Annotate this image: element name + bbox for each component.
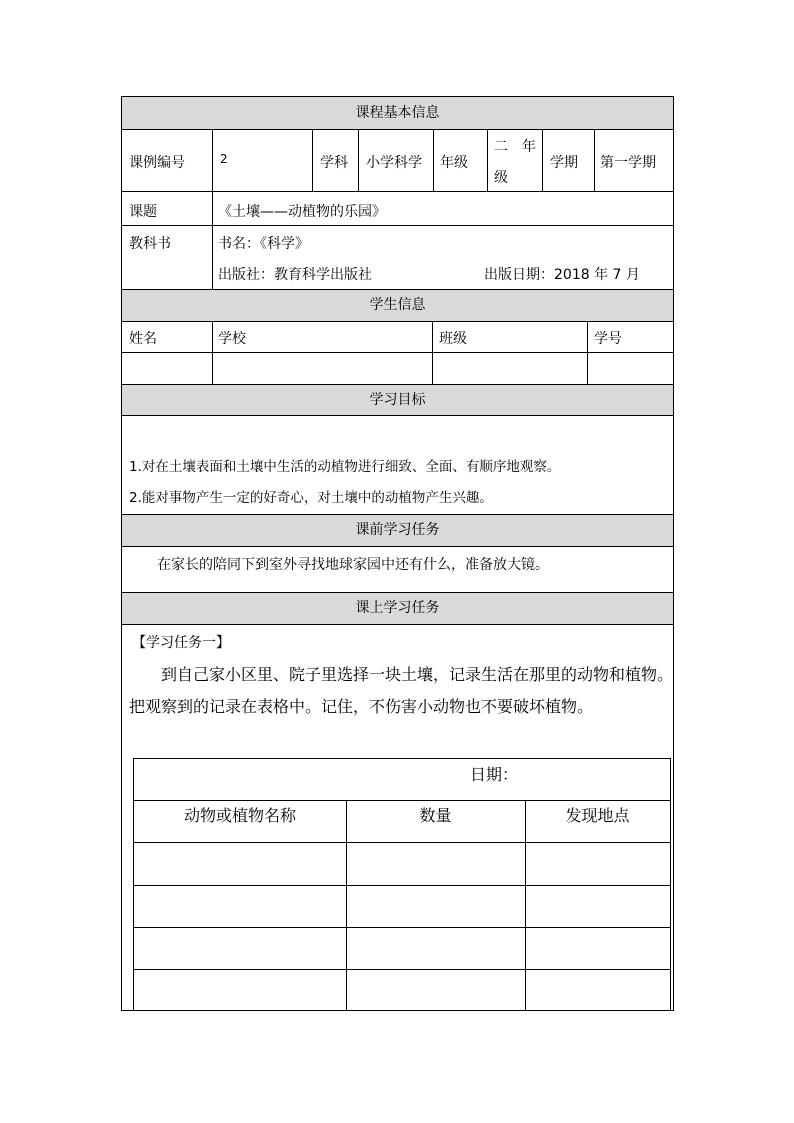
school-label: 学校	[218, 331, 246, 347]
objectives-header	[122, 385, 673, 415]
term-label: 学期	[550, 155, 578, 171]
lesson-worksheet-table	[121, 96, 674, 1011]
book-name: 书名：《科学》	[218, 236, 309, 252]
column-header-quantity: 数量	[419, 806, 452, 825]
table-row-divider	[134, 969, 670, 970]
publish-date: 出版日期：2018 年 7 月	[484, 267, 640, 283]
subject-label: 学科	[320, 155, 348, 171]
student-info-header-text: 学生信息	[369, 297, 426, 313]
grade-label: 年级	[440, 155, 468, 171]
in-class-header	[122, 593, 673, 624]
grade-value-line1: 二 年	[494, 139, 536, 155]
pre-class-header-text: 课前学习任务	[355, 522, 440, 538]
observation-record-table	[133, 758, 671, 1011]
in-class-header-text: 课上学习任务	[355, 600, 440, 616]
objectives-header-text: 学习目标	[369, 392, 426, 408]
pre-class-header	[122, 515, 673, 546]
table-row-divider	[134, 927, 670, 928]
pre-class-text: 在家长的陪同下到室外寻找地球家园中还有什么，准备放大镜。	[157, 557, 549, 573]
subject-value: 小学科学	[366, 155, 422, 171]
topic-value: 《土壤——动植物的乐园》	[218, 204, 386, 220]
student-id-label: 学号	[594, 331, 622, 347]
task-title: 【学习任务一】	[132, 635, 230, 651]
textbook-label: 教科书	[129, 236, 171, 252]
name-label: 姓名	[129, 331, 157, 347]
term-value: 第一学期	[600, 155, 656, 171]
table-row-divider	[134, 885, 670, 886]
table-row-divider	[134, 842, 670, 843]
column-header-location: 发现地点	[565, 806, 630, 825]
course-info-header	[122, 97, 673, 129]
date-label: 日期：	[470, 765, 519, 784]
class-label: 班级	[439, 331, 467, 347]
publisher: 出版社：教育科学出版社	[218, 267, 372, 283]
case-no-value: 2	[220, 152, 228, 166]
task-line-2: 把观察到的记录在表格中。记住，不伤害小动物也不要破坏植物。	[129, 697, 594, 716]
task-line-1: 到自己家小区里、院子里选择一块土壤，记录生活在那里的动物和植物。	[161, 665, 674, 684]
case-no-label: 课例编号	[129, 155, 185, 171]
column-header-name: 动物或植物名称	[183, 806, 296, 825]
grade-value-line2: 级	[494, 170, 508, 186]
student-info-header	[122, 290, 673, 321]
objective-item-1: 1.对在土壤表面和土壤中生活的动植物进行细致、全面、有顺序地观察。	[129, 459, 561, 475]
topic-label: 课题	[129, 204, 157, 220]
objective-item-2: 2.能对事物产生一定的好奇心，对土壤中的动植物产生兴趣。	[129, 490, 493, 506]
course-info-header-text: 课程基本信息	[355, 105, 440, 121]
